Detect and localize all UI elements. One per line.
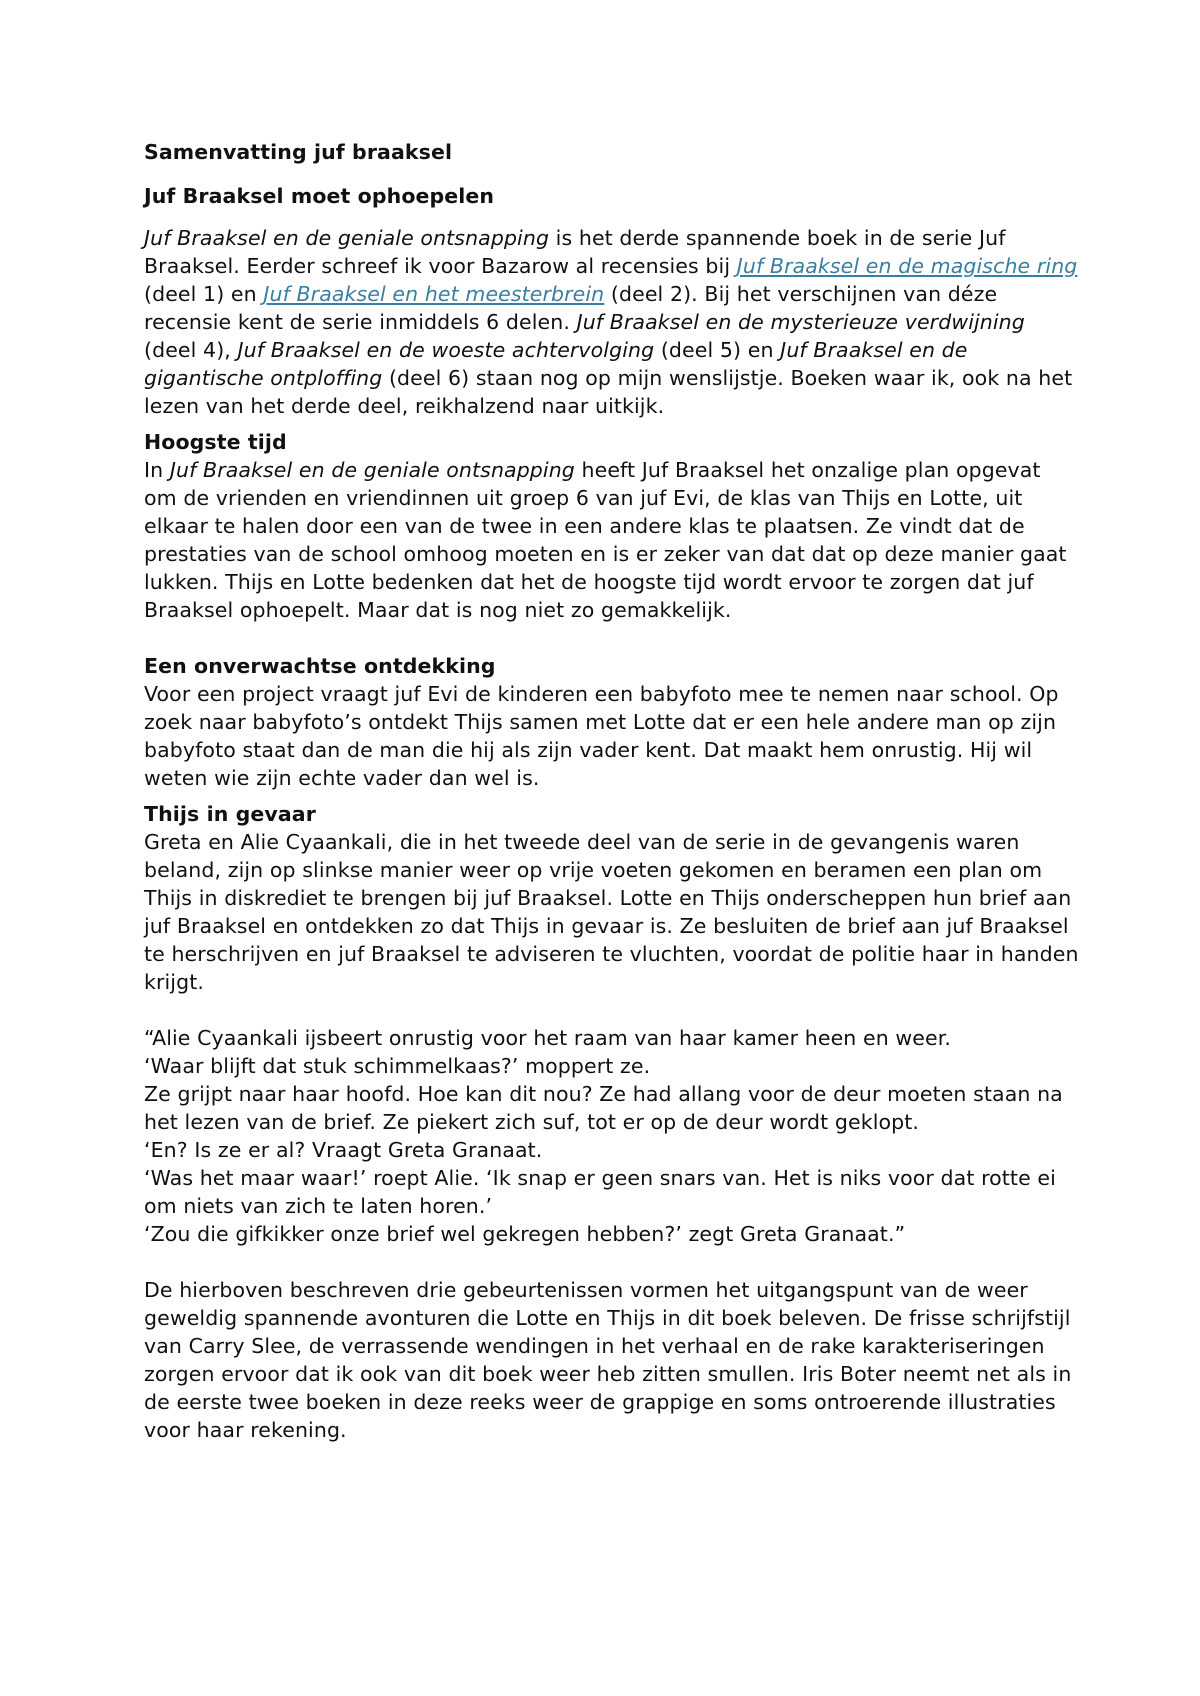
section-text-hoogste-tijd: In Juf Braaksel en de geniale ontsnapping heeft Juf Braaksel het onzalige plan opgevat om de vrienden en vriendinnen uit groep 6 van juf Evi, de klas van Thijs en Lotte, uit elkaar te halen door een van de twee in een andere klas te plaatsen. Ze vindt dat de prestaties van de school omhoog moeten en is er zeker van dat dat op deze manier gaat lukken. Thijs en Lotte bedenken dat het de hoogste tijd wordt ervoor te zorgen dat juf Braaksel ophoepelt. Maar dat is nog niet zo gemakkelijk.	[144, 458, 1067, 622]
book-title-inline: Juf Braaksel en de geniale ontsnapping	[169, 458, 575, 482]
section-heading-hoogste-tijd: Hoogste tijd	[144, 430, 287, 454]
book-title-3: Juf Braaksel en de geniale ontsnapping	[144, 226, 550, 250]
section-text-gevaar: Greta en Alie Cyaankali, die in het tweede deel van de serie in de gevangenis waren beland, zijn op slinkse manier weer op vrije voeten gekomen en beramen een plan om Thijs in diskrediet te brengen bij juf Braaksel. Lotte en Thijs onderscheppen hun brief aan juf Braaksel en ontdekken zo dat Thijs in gevaar is. Ze besluiten de brief aan juf Braaksel te herschrijven en juf Braaksel te adviseren te vluchten, voordat de politie haar in handen krijgt.	[144, 830, 1079, 994]
quote-line: Ze grijpt naar haar hoofd. Hoe kan dit nou? Ze had allang voor de deur moeten staan na het lezen van de brief. Ze piekert zich suf, tot er op de deur wordt geklopt.	[144, 1082, 1063, 1134]
quote-line: “Alie Cyaankali ijsbeert onrustig voor het raam van haar kamer heen en weer.	[144, 1026, 951, 1050]
section-text-ontdekking: Voor een project vraagt juf Evi de kinderen een babyfoto mee te nemen naar school. Op zoek naar babyfoto’s ontdekt Thijs samen met Lotte dat er een hele andere man op zijn babyfoto staat dan de man die hij als zijn vader kent. Dat maakt hem onrustig. Hij wil weten wie zijn echte vader dan wel is.	[144, 682, 1059, 790]
document-page	[144, 138, 1079, 1444]
quote-line: ‘Zou die gifkikker onze brief wel gekregen hebben?’ zegt Greta Granaat.”	[144, 1222, 906, 1246]
book-title-4: Juf Braaksel en de mysterieuze verdwijning	[576, 310, 1025, 334]
book-title-5: Juf Braaksel en de woeste achtervolging	[237, 338, 655, 362]
intro-paragraph: Juf Braaksel en de geniale ontsnapping is het derde spannende boek in de serie Juf Braaksel. Eerder schreef ik voor Bazarow al recensies bij Juf Braaksel en de magische ring (deel 1) en Juf Braaksel en het meesterbrein (deel 2). Bij het verschijnen van déze recensie kent de serie inmiddels 6 delen. Juf Braaksel en de mysterieuze verdwijning (deel 4), Juf Braaksel en de woeste achtervolging (deel 5) en Juf Braaksel en de gigantische ontploffing (deel 6) staan nog op mijn wenslijstje. Boeken waar ik, ook na het lezen van het derde deel, reikhalzend naar uitkijk.	[144, 226, 1078, 418]
document-title: Samenvatting juf braaksel	[144, 140, 453, 164]
quote-line: ‘Was het maar waar!’ roept Alie. ‘Ik snap er geen snars van. Het is niks voor dat rotte ei om niets van zich te laten horen.’	[144, 1166, 1056, 1218]
section-heading-ontdekking: Een onverwachtse ontdekking	[144, 654, 496, 678]
link-meesterbrein[interactable]: Juf Braaksel en het meesterbrein	[263, 282, 605, 306]
quote-block	[144, 1024, 1079, 1248]
section-heading-gevaar: Thijs in gevaar	[144, 802, 316, 826]
quote-line: ‘Waar blijft dat stuk schimmelkaas?’ moppert ze.	[144, 1054, 651, 1078]
book-title-6: Juf Braaksel en de gigantische ontploffing	[144, 338, 968, 390]
link-magische-ring[interactable]: Juf Braaksel en de magische ring	[736, 254, 1078, 278]
quote-line: ‘En? Is ze er al? Vraagt Greta Granaat.	[144, 1138, 543, 1162]
document-subtitle: Juf Braaksel moet ophoepelen	[144, 184, 495, 208]
closing-paragraph: De hierboven beschreven drie gebeurtenissen vormen het uitgangspunt van de weer geweldig spannende avonturen die Lotte en Thijs in dit boek beleven. De frisse schrijfstijl van Carry Slee, de verrassende wendingen in het verhaal en de rake karakteriseringen zorgen ervoor dat ik ook van dit boek weer heb zitten smullen. Iris Boter neemt net als in de eerste twee boeken in deze reeks weer de grappige en soms ontroerende illustraties voor haar rekening.	[144, 1278, 1072, 1442]
